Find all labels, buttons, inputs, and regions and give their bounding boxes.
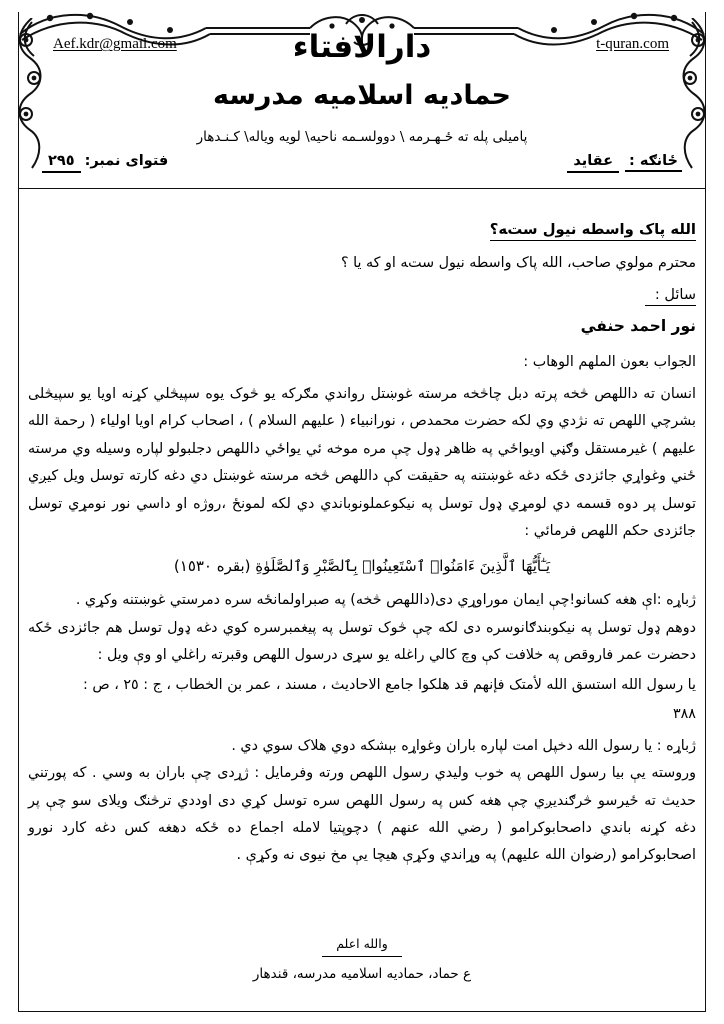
document-body	[28, 198, 696, 1010]
fatwa-number-label: فتواى نمبر:	[84, 153, 169, 169]
hadith-page-number: ٣٨٨	[672, 706, 696, 723]
asker-name: نور احمد حنفي	[580, 316, 696, 335]
category-label: ځانګه :	[625, 153, 682, 172]
document-footer	[28, 933, 696, 984]
answer-paragraph-1: انسان ته داللهص څخه پرته دبل چاڅخه مرسته غوښتل رواندي مګرکه يو څوک يوه سپيڅلي کړنه اويا يو سپيڅلى بشرچي اللهص ته نژدي وي لکه حضرت محمدص ، نورانبياء ( عليهم السلام ) ، اصحاب کرام اويا اولياء ( رحمة الله عليهم ) غيرمستقل وګڼي اويواځي په ظاهر ډول چې مره موخه ئي يواځي داللهص دجلبولو لپاره وسيله وي مرسته ځني وغواړي جائزدى ځکه دغه غوښتنه په حقيقت کې داللهص څخه مرسته غوښتل دي دغه کارته توسل ويل کيږي توسل پر دوه قسمه دي لومړي ډول توسل په نيکوعملونوباندي دي لکه لمونځ ،روژه او داسي نور نومړي توسل جائزدى حکم اللهص فرمائي :	[28, 385, 696, 540]
answer-paragraph-3: دوهم ډول توسل په نيکوبندګانوسره دى لکه چې څوک توسل په پيغمبرسره کوي دغه ډول توسل هم جائزدى ځکه دحضرت عمر فاروقص په خلافت کې وچ کالي راغله يو سړى درسول اللهص وقبرته راغلي او وې ويل :	[28, 619, 696, 664]
answer-label: الجواب بعون الملهم الوهاب :	[523, 354, 696, 371]
organization-title: دارالافتاء	[292, 29, 432, 65]
question-text: محترم مولوي صاحب، الله پاک واسطه نيول ستﻪ او که يا ؟	[340, 255, 696, 272]
wallahu-alam: والله اعلم	[322, 935, 402, 957]
question-heading	[28, 216, 696, 244]
asker-label-line	[28, 282, 696, 310]
header-divider	[18, 188, 706, 189]
question-heading-text: الله پاک واسطه نيول ستﻪ؟	[490, 221, 696, 241]
hadith-citation: يا رسول الله استسق الله لأمتک فإنهم قد هلکوا جامع الاحاديث ، مسند ، عمر بن الخطاب ، ج : ٢٥ ، ص :	[83, 676, 696, 693]
asker-label: سائل :	[645, 287, 696, 306]
category-field	[567, 152, 682, 173]
address-line: پاميلی پله ته ځـهـرمه \ دوولسـمه ناحيه\ لويه وياله\ كـنـدهار	[196, 129, 528, 145]
category-value: عقايد	[567, 152, 619, 173]
wallahu-alam-wrapper	[28, 933, 696, 957]
website-url[interactable]: t-quran.com	[596, 36, 669, 52]
fatwa-meta-row	[20, 152, 704, 184]
signature-line: ع حماد، حماديه اسلاميه مدرسه، قندهار	[252, 965, 472, 982]
answer-paragraph-4: ژباړه : يا رسول الله دخپل امت لپاره باران وغواړه بېشکه دوي هلاک سوي دي .	[231, 737, 696, 754]
fatwa-number-field	[42, 152, 168, 173]
answer-paragraph-2: ژباړه :اې هغه کسانو!چې ايمان موراوړي دى(داللهص څخه) په صبراولمانځه سره دمرستي غوښتنه وکړي .	[75, 592, 696, 609]
answer-paragraph-5: وروسته يې بيا رسول اللهص په خوب وليدي رسول اللهص ورته وفرمايل : ژړدى چې باران به وسي . که پورتني حديث ته ځيرسو څرګنديږي چې هغه کس په رسول اللهص سره توسل کړي دى اوددي ترڅنګ ويلاى سو چې پر دغه کړنه باندي داصحابوکرامو ( رضي الله عنهم ) دچوپتيا لامله اجماع ده ځکه دهغه کس دغه کارد نورو اصحابوکرامو (رضوان الله عليهم) په وړاندي وکړې هيچا يې مخ نيوى نه وکړې .	[28, 765, 696, 864]
fatwa-number-value: ٢٩٥	[42, 152, 81, 173]
contact-email[interactable]: Aef.kdr@gmail.com	[53, 36, 177, 52]
quran-verse: يَـٰٓأَيُّهَا ٱلَّذِينَ ءَامَنُوا۟ ٱسْتَعِينُوا۟ بِٱلصَّبْرِ وَٱلصَّلَوٰةِ (بقره ١٥٣٠)	[173, 557, 551, 576]
madrasa-name: حماديه اسلاميه مدرسه	[212, 80, 512, 111]
